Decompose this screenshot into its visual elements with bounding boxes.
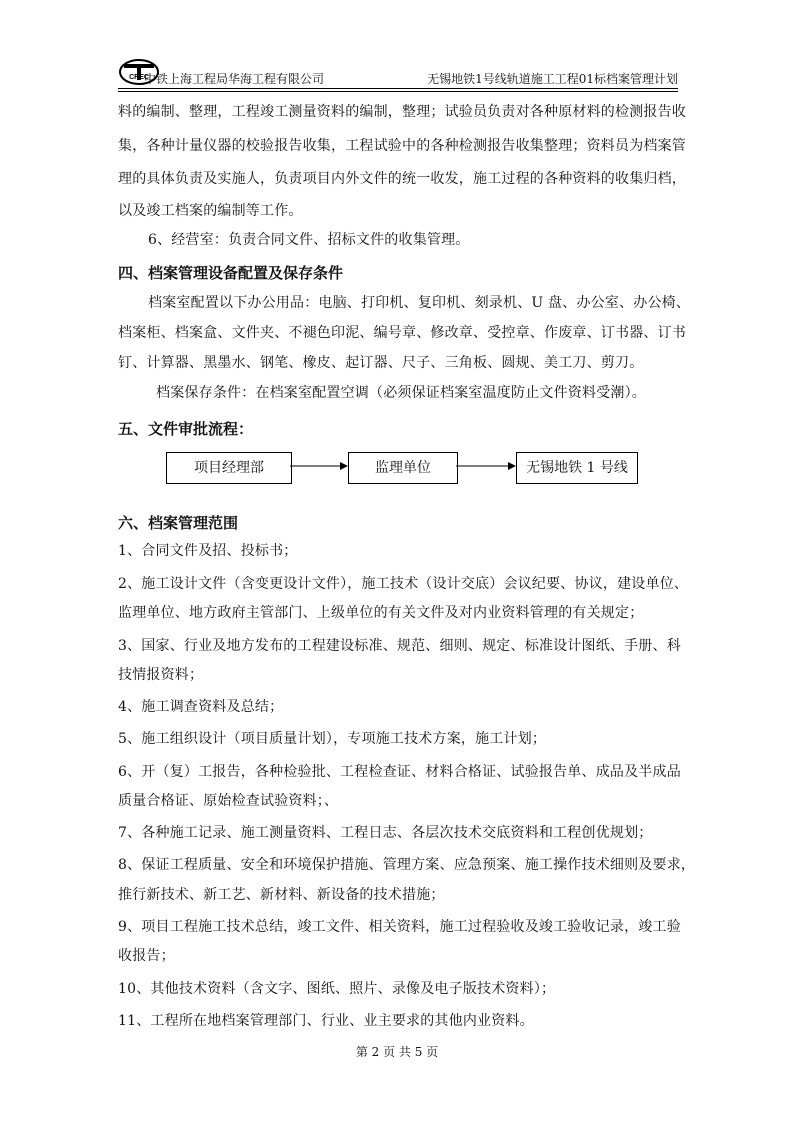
paragraph-line: 档案室配置以下办公用品：电脑、打印机、复印机、刻录机、U 盘、办公室、办公椅、 (148, 295, 691, 311)
svg-text:CREC: CREC (129, 74, 149, 81)
flow-step-project-dept: 项目经理部 (166, 452, 292, 484)
list-line: 4、施工调查资料及总结； (118, 699, 284, 715)
header-rule (118, 88, 678, 89)
list-line: 质量合格证、原始检查试验资料；、 (118, 793, 339, 809)
paragraph-line: 料的编制、整理，工程竣工测量资料的编制，整理；试验员负责对各种原材料的检测报告收 (118, 104, 686, 120)
paragraph-line: 以及竣工档案的编制等工作。 (118, 203, 303, 219)
paragraph-line: 6、经营室：负责合同文件、招标文件的收集管理。 (148, 232, 470, 248)
section-heading: 六、档案管理范围 (118, 514, 239, 532)
paragraph-line: 档案柜、档案盒、文件夹、不褪色印泥、编号章、修改章、受控章、作废章、订书器、订书 (118, 325, 686, 341)
list-line: 推行新技术、新工艺、新材料、新设备的技术措施； (118, 887, 445, 903)
list-line: 8、保证工程质量、安全和环境保护措施、管理方案、应急预案、施工操作技术细则及要求， (118, 857, 696, 873)
flow-step-supervisor: 监理单位 (348, 452, 458, 484)
list-line: 3、国家、行业及地方发布的工程建设标准、规范、细则、规定、标准设计图纸、手册、科 (118, 638, 681, 654)
list-line: 7、各种施工记录、施工测量资料、工程日志、各层次技术交底资料和工程创优规划； (118, 825, 653, 841)
page-header (118, 58, 678, 92)
list-line: 9、项目工程施工技术总结，竣工文件、相关资料，施工过程验收及竣工验收记录，竣工验 (118, 919, 681, 935)
section-heading: 四、档案管理设备配置及保存条件 (118, 264, 344, 282)
list-line: 2、施工设计文件（含变更设计文件），施工技术（设计交底）会议纪要、协议，建设单位、 (118, 576, 689, 592)
list-line: 6、开（复）工报告，各种检验批、工程检查证、材料合格证、试验报告单、成品及半成品 (118, 764, 681, 780)
paragraph-line: 钉、计算器、黑墨水、钢笔、橡皮、起订器、尺子、三角板、圆规、美工刀、剪刀。 (118, 355, 644, 371)
document-title: 无锡地铁1号线轨道施工工程01标档案管理计划 (427, 72, 678, 86)
arrow-right-icon (290, 459, 348, 473)
list-line: 技情报资料； (118, 667, 204, 683)
list-line: 收报告； (118, 948, 175, 964)
paragraph-line: 档案保存条件：在档案室配置空调（必须保证档案室温度防止文件资料受潮）。 (156, 385, 646, 401)
list-line: 5、施工组织设计（项目质量计划），专项施工技术方案，施工计划； (118, 731, 547, 747)
header-rule (118, 91, 678, 92)
section-heading: 五、文件审批流程： (118, 420, 254, 438)
paragraph-line: 理的具体负责及实施人，负责项目内外文件的统一收发，施工过程的各种资料的收集归档， (118, 171, 686, 187)
list-line: 10、其他技术资料（含文字、图纸、照片、录像及电子版技术资料）； (118, 981, 556, 997)
arrow-right-icon (456, 459, 516, 473)
flow-step-wuxi-metro: 无锡地铁 1 号线 (516, 452, 638, 484)
page-number: 第 2 页 共 5 页 (355, 1045, 439, 1059)
company-name: 中铁上海工程局华海工程有限公司 (144, 72, 325, 86)
paragraph-line: 集，各种计量仪器的校验报告收集，工程试验中的各种检测报告收集整理；资料员为档案管 (118, 138, 686, 154)
list-line: 监理单位、地方政府主管部门、上级单位的有关文件及对内业资料管理的有关规定； (118, 605, 644, 621)
list-line: 1、合同文件及招、投标书； (118, 543, 298, 559)
list-line: 11、工程所在地档案管理部门、行业、业主要求的其他内业资料。 (118, 1013, 534, 1029)
